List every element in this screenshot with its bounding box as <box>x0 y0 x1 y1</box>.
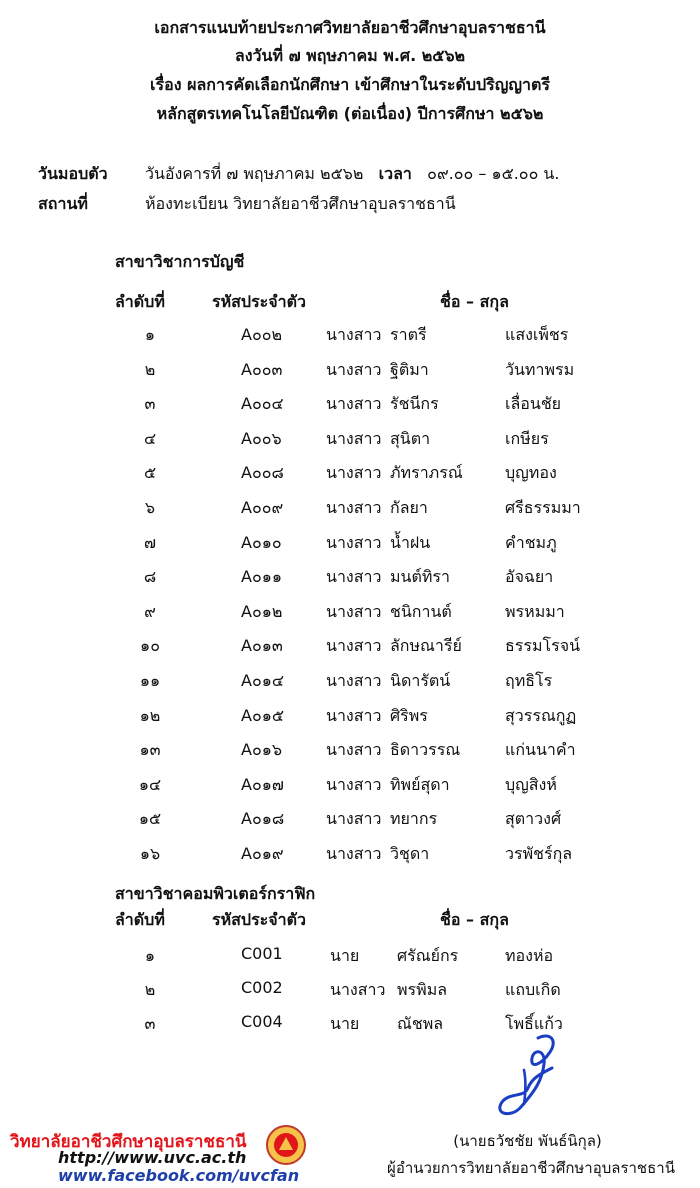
college-facebook-link[interactable]: www.facebook.com/uvcfan <box>58 1166 300 1185</box>
first-name: พรพิมล <box>397 980 448 999</box>
graphics-col-name: ชื่อ – สกุล <box>440 910 509 929</box>
name-title: นางสาว <box>326 844 382 863</box>
row-number: ๑๕ <box>138 809 162 829</box>
table-row <box>0 600 700 630</box>
first-name: ฐิติมา <box>390 359 429 379</box>
row-number: ๑๔ <box>138 774 162 794</box>
name-title: นางสาว <box>326 325 382 344</box>
student-code: A๐๐๔ <box>241 394 284 414</box>
table-row <box>0 773 700 803</box>
student-code: A๐๑๕ <box>241 705 284 725</box>
last-name: แสงเพ็ชร <box>505 325 569 344</box>
last-name: วรพัชร์กุล <box>505 844 573 863</box>
last-name: วันทาพรม <box>505 359 575 379</box>
student-code: C002 <box>241 978 283 997</box>
student-code: C004 <box>241 1012 283 1031</box>
student-code: A๐๑๐ <box>241 532 282 552</box>
first-name: สุนิตา <box>390 428 431 448</box>
table-row <box>0 531 700 561</box>
college-logo-text: วิทยาลัยอาชีวศึกษาอุบลราชธานี <box>10 1132 247 1152</box>
header-line-3: เรื่อง ผลการคัดเลือกนักศึกษา เข้าศึกษาในระดับปริญญาตรี <box>150 75 550 94</box>
name-title: นางสาว <box>326 532 382 552</box>
table-row <box>0 392 700 422</box>
accounting-section-title: สาขาวิชาการบัญชี <box>115 252 245 271</box>
signer-position: ผู้อำนวยการวิทยาลัยอาชีวศึกษาอุบลราชธานี <box>387 1159 675 1177</box>
accounting-col-code: รหัสประจำตัว <box>212 292 306 311</box>
last-name: แก่นนาคำ <box>505 740 576 760</box>
table-row <box>0 565 700 595</box>
place-value: ห้องทะเบียน วิทยาลัยอาชีวศึกษาอุบลราชธานี <box>145 194 456 213</box>
table-row <box>0 427 700 457</box>
report-date-label: วันมอบตัว <box>38 164 108 183</box>
place-label: สถานที่ <box>38 194 88 213</box>
last-name: แถบเกิด <box>505 980 561 999</box>
row-number: ๓ <box>144 1014 156 1033</box>
last-name: ธรรมโรจน์ <box>505 636 580 656</box>
last-name: บุญทอง <box>505 463 557 483</box>
first-name: ณัชพล <box>397 1014 444 1033</box>
table-row <box>0 738 700 768</box>
signer-name: (นายธวัชชัย พันธ์นิกุล) <box>453 1132 602 1150</box>
row-number: ๘ <box>143 567 157 587</box>
college-url-link[interactable]: http://www.uvc.ac.th <box>58 1148 247 1167</box>
last-name: สุวรรณกูฏ <box>505 705 577 725</box>
first-name: นิดารัตน์ <box>390 671 451 690</box>
student-code: A๐๑๖ <box>241 740 283 760</box>
student-code: A๐๑๒ <box>241 601 283 621</box>
name-title: นางสาว <box>326 774 382 794</box>
table-row <box>0 978 700 1008</box>
last-name: อัจฉยา <box>505 567 554 587</box>
row-number: ๒ <box>144 980 156 999</box>
student-code: A๐๑๙ <box>241 844 284 863</box>
name-title: นางสาว <box>326 601 382 621</box>
first-name: ชนิกานต์ <box>390 601 452 621</box>
signature-image <box>480 1030 580 1120</box>
last-name: พรหมมา <box>505 601 565 621</box>
table-row <box>0 634 700 664</box>
name-title: นางสาว <box>326 428 382 448</box>
row-number: ๑๑ <box>139 671 161 690</box>
student-code: A๐๑๗ <box>241 774 284 794</box>
first-name: ราตรี <box>390 325 427 344</box>
accounting-col-name: ชื่อ – สกุล <box>440 292 509 311</box>
table-row <box>0 807 700 837</box>
name-title: นางสาว <box>326 567 382 587</box>
last-name: โพธิ์แก้ว <box>505 1014 563 1033</box>
row-number: ๒ <box>144 359 156 379</box>
first-name: ธิดาวรรณ <box>390 740 461 760</box>
last-name: เลื่อนชัย <box>505 394 562 414</box>
name-title: นาย <box>330 946 360 965</box>
first-name: ทิพย์สุดา <box>390 774 450 794</box>
student-code: A๐๐๖ <box>241 428 282 448</box>
first-name: น้ำฝน <box>390 532 431 552</box>
name-title: นางสาว <box>326 636 382 656</box>
student-code: A๐๐๙ <box>241 498 284 517</box>
first-name: กัลยา <box>390 498 428 517</box>
accounting-col-no: ลำดับที่ <box>115 292 165 311</box>
table-row <box>0 496 700 526</box>
table-row <box>0 704 700 734</box>
last-name: สุตาวงศ์ <box>505 809 562 829</box>
table-row <box>0 1012 700 1042</box>
name-title: นางสาว <box>326 463 382 483</box>
name-title: นางสาว <box>326 740 382 760</box>
first-name: ทยากร <box>390 809 438 829</box>
student-code: A๐๑๔ <box>241 671 284 690</box>
row-number: ๑๒ <box>139 705 161 725</box>
name-title: นาย <box>330 1014 360 1033</box>
college-seal-icon <box>265 1124 307 1166</box>
first-name: ศรัณย์กร <box>397 946 459 965</box>
header-line-1: เอกสารแนบท้ายประกาศวิทยาลัยอาชีวศึกษาอุบลราชธานี <box>154 18 546 37</box>
time-value: ๐๙.๐๐ – ๑๕.๐๐ น. <box>427 164 560 183</box>
last-name: เกษียร <box>505 428 549 448</box>
name-title: นางสาว <box>326 498 382 517</box>
name-title: นางสาว <box>326 394 382 414</box>
last-name: ทองห่อ <box>505 946 554 965</box>
table-row <box>0 461 700 491</box>
header-line-4: หลักสูตรเทคโนโลยีบัณฑิต (ต่อเนื่อง) ปีการศึกษา ๒๕๖๒ <box>156 104 544 123</box>
row-number: ๑ <box>144 325 156 344</box>
table-row <box>0 358 700 388</box>
graphics-col-no: ลำดับที่ <box>115 910 165 929</box>
row-number: ๙ <box>144 601 156 621</box>
row-number: ๓ <box>144 394 156 414</box>
first-name: ภัทราภรณ์ <box>390 463 463 483</box>
student-code: A๐๐๒ <box>241 325 283 344</box>
first-name: วิชุดา <box>390 844 430 863</box>
graphics-section-title: สาขาวิชาคอมพิวเตอร์กราฟิก <box>115 884 316 903</box>
table-row <box>0 842 700 872</box>
header-line-2: ลงวันที่ ๗ พฤษภาคม พ.ศ. ๒๕๖๒ <box>234 46 466 65</box>
name-title: นางสาว <box>326 705 382 725</box>
report-date-value <box>145 162 559 187</box>
student-code: C001 <box>241 944 283 963</box>
graphics-col-code: รหัสประจำตัว <box>212 910 306 929</box>
row-number: ๑๓ <box>139 740 161 760</box>
row-number: ๔ <box>143 428 157 448</box>
student-code: A๐๐๓ <box>241 359 283 379</box>
row-number: ๑๐ <box>140 636 160 656</box>
row-number: ๑๖ <box>139 844 161 863</box>
name-title: นางสาว <box>326 809 382 829</box>
last-name: คำชมภู <box>505 532 557 552</box>
row-number: ๑ <box>144 946 156 965</box>
first-name: รัชนีกร <box>390 394 439 414</box>
report-date-text: วันอังคารที่ ๗ พฤษภาคม ๒๕๖๒ <box>145 164 364 183</box>
first-name: มนต์ทิรา <box>390 567 450 587</box>
first-name: ลักษณารีย์ <box>390 636 462 656</box>
first-name: ศิริพร <box>390 705 428 725</box>
student-code: A๐๑๘ <box>241 809 285 829</box>
student-code: A๐๑๑ <box>241 567 283 587</box>
name-title: นางสาว <box>330 980 386 999</box>
name-title: นางสาว <box>326 671 382 690</box>
last-name: บุญสิงห์ <box>505 774 557 794</box>
row-number: ๕ <box>143 463 157 483</box>
table-row <box>0 669 700 699</box>
row-number: ๗ <box>143 532 157 552</box>
table-row <box>0 323 700 353</box>
last-name: ศรีธรรมมา <box>505 498 581 517</box>
row-number: ๖ <box>144 498 156 517</box>
name-title: นางสาว <box>326 359 382 379</box>
last-name: ฤทธิโร <box>505 671 553 690</box>
student-code: A๐๐๘ <box>241 463 284 483</box>
table-row <box>0 944 700 974</box>
time-label: เวลา <box>378 164 412 183</box>
student-code: A๐๑๓ <box>241 636 283 656</box>
